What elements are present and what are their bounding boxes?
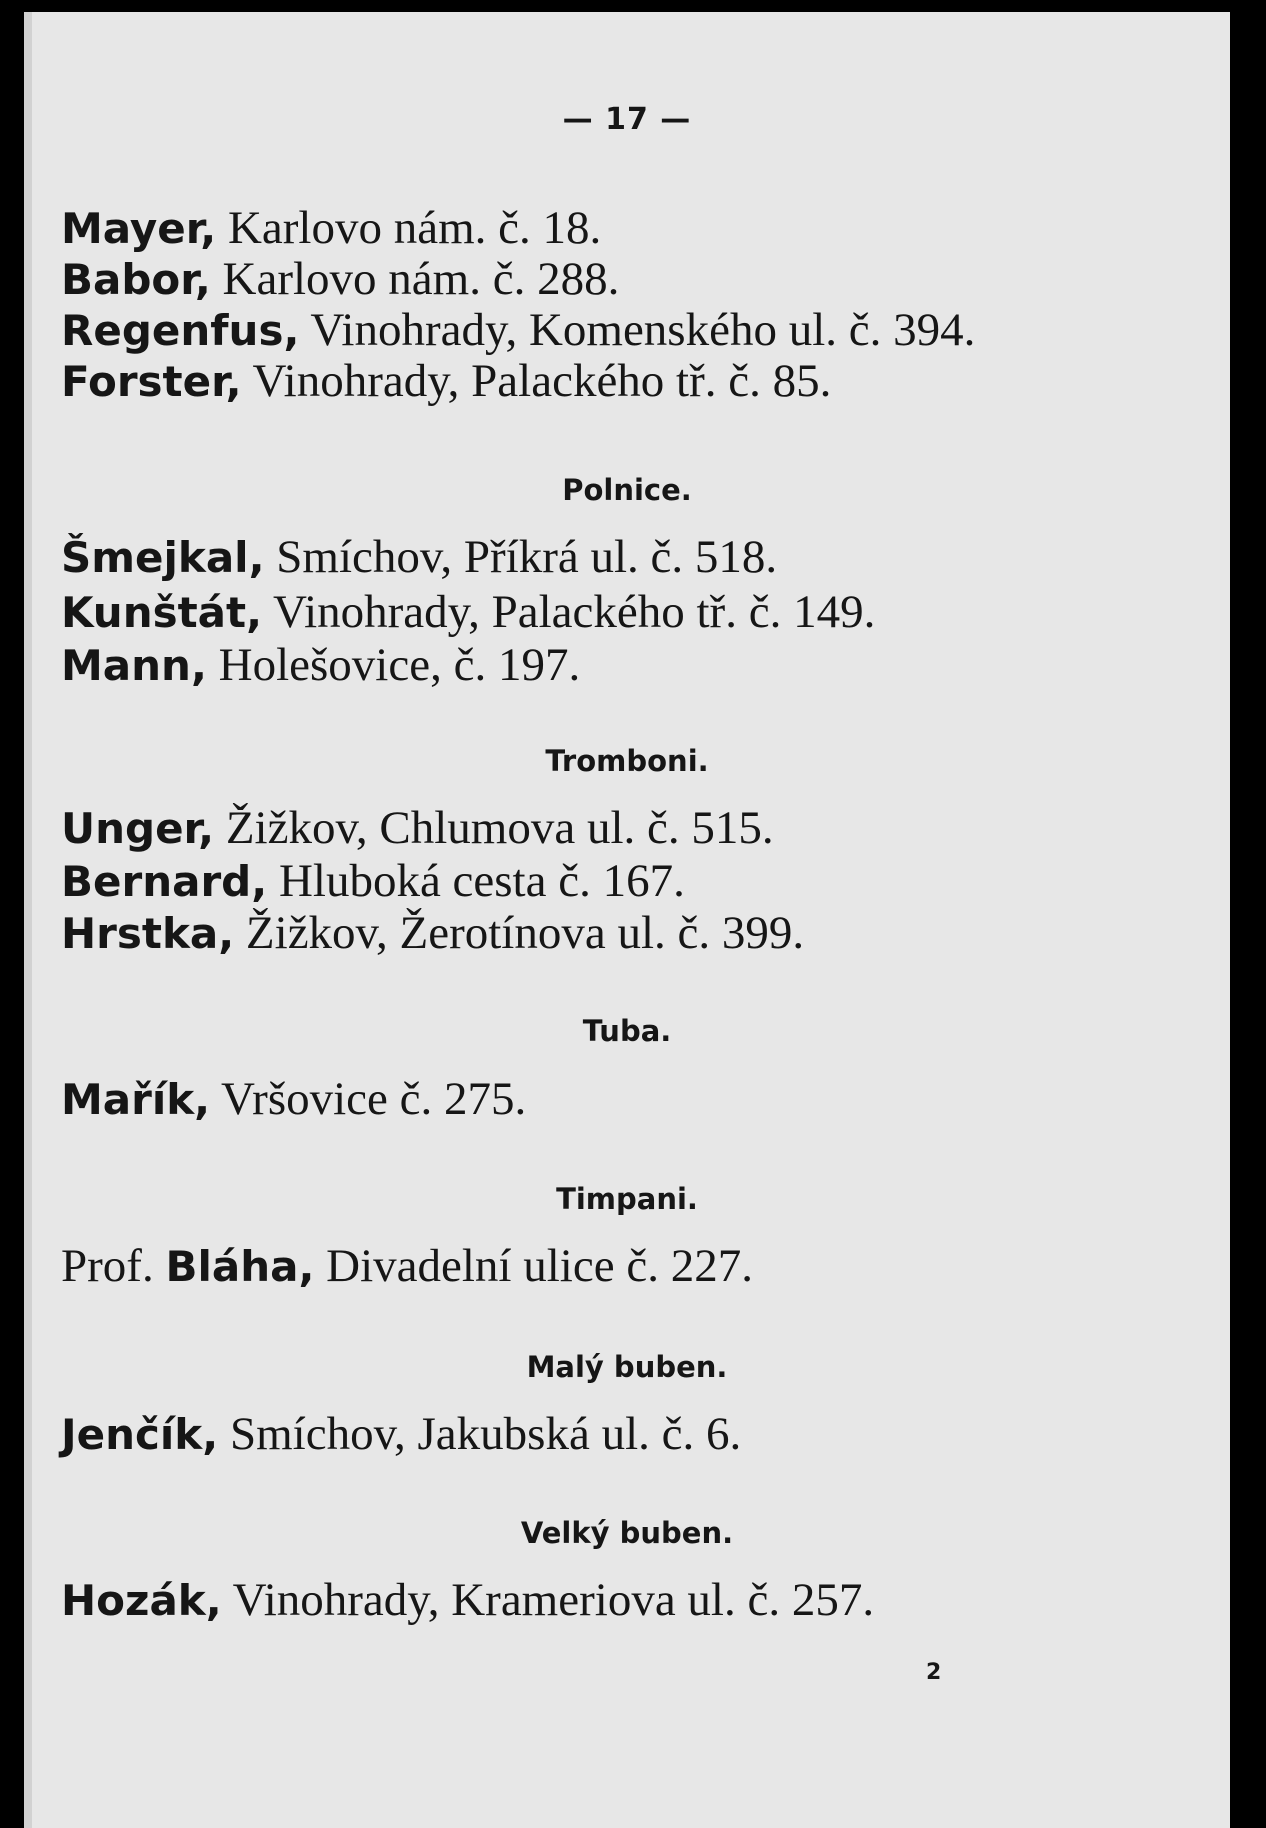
entry-address: Smíchov, Příkrá ul. č. 518. bbox=[276, 531, 778, 583]
entry-address: Karlovo nám. č. 18. bbox=[227, 202, 602, 254]
entry-jencik bbox=[61, 1408, 742, 1460]
entry-name: Babor, bbox=[61, 255, 211, 304]
entry-kunstat bbox=[61, 586, 876, 638]
entry-address: Vinohrady, Palackého tř. č. 85. bbox=[252, 355, 832, 407]
entry-unger bbox=[61, 802, 774, 854]
entry-address: Žižkov, Chlumova ul. č. 515. bbox=[225, 802, 774, 854]
entry-marik bbox=[61, 1073, 527, 1125]
entry-mayer bbox=[61, 202, 602, 254]
section-heading-timpani: Timpani. bbox=[556, 1182, 698, 1216]
page-number-header: — 17 — bbox=[562, 102, 692, 137]
entry-babor bbox=[61, 253, 620, 305]
section-heading-polnice: Polnice. bbox=[562, 473, 692, 507]
entry-address: Vinohrady, Komenského ul. č. 394. bbox=[310, 304, 976, 356]
entry-name: Bernard, bbox=[61, 857, 268, 906]
entry-name: Mařík, bbox=[61, 1075, 211, 1124]
entry-smejkal bbox=[61, 531, 778, 583]
entry-address: Vinohrady, Palackého tř. č. 149. bbox=[272, 586, 876, 638]
entry-name: Mayer, bbox=[61, 204, 217, 253]
entry-name: Regenfus, bbox=[61, 306, 300, 355]
entry-forster bbox=[61, 355, 832, 407]
entry-name: Hrstka, bbox=[61, 909, 235, 958]
entry-name: Unger, bbox=[61, 804, 215, 853]
entry-address: Karlovo nám. č. 288. bbox=[222, 253, 620, 305]
entry-name: Jenčík, bbox=[61, 1410, 219, 1459]
entry-title-prefix: Prof. bbox=[61, 1240, 154, 1292]
entry-name: Bláha, bbox=[165, 1242, 315, 1291]
entry-blaha bbox=[61, 1240, 753, 1292]
section-heading-maly-buben: Malý buben. bbox=[526, 1350, 728, 1384]
entry-address: Hluboká cesta č. 167. bbox=[278, 855, 685, 907]
entry-name: Forster, bbox=[61, 357, 242, 406]
entry-regenfus bbox=[61, 304, 976, 356]
entry-hrstka bbox=[61, 907, 805, 959]
entry-mann bbox=[61, 639, 581, 691]
section-heading-velky-buben: Velký buben. bbox=[520, 1516, 734, 1550]
book-page bbox=[24, 12, 1230, 1828]
entry-name: Hozák, bbox=[61, 1576, 222, 1625]
entry-address: Holešovice, č. 197. bbox=[218, 639, 581, 691]
entry-hozak bbox=[61, 1574, 875, 1626]
signature-mark: 2 bbox=[926, 1660, 942, 1685]
entry-address: Žižkov, Žerotínova ul. č. 399. bbox=[245, 907, 805, 959]
entry-address: Vinohrady, Krameriova ul. č. 257. bbox=[232, 1574, 875, 1626]
section-heading-tromboni: Tromboni. bbox=[545, 744, 709, 778]
entry-address: Smíchov, Jakubská ul. č. 6. bbox=[229, 1408, 742, 1460]
section-heading-tuba: Tuba. bbox=[582, 1014, 672, 1048]
entry-name: Kunštát, bbox=[61, 588, 263, 637]
entry-name: Šmejkal, bbox=[61, 533, 265, 582]
entry-name: Mann, bbox=[61, 641, 207, 690]
entry-bernard bbox=[61, 855, 685, 907]
page-edge bbox=[24, 12, 32, 1828]
entry-address: Divadelní ulice č. 227. bbox=[326, 1240, 753, 1292]
entry-address: Vršovice č. 275. bbox=[221, 1073, 527, 1125]
